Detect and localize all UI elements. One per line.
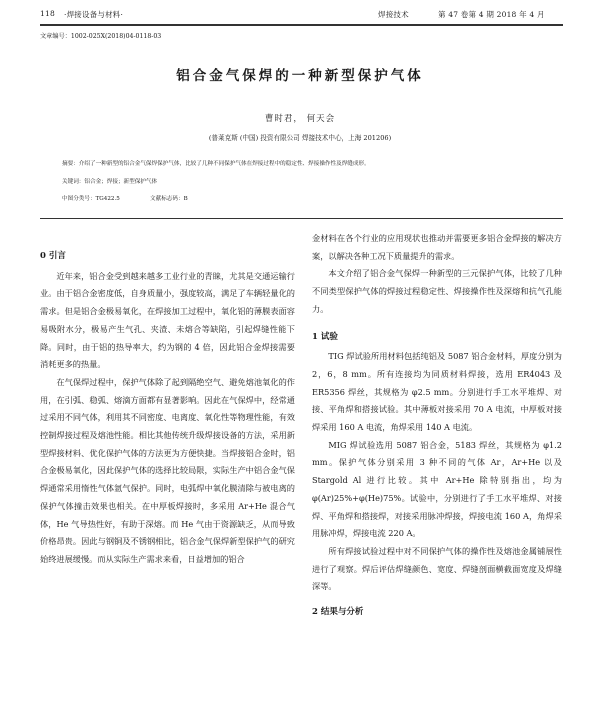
page-number: 118 xyxy=(40,9,55,18)
right-column xyxy=(312,230,562,622)
paragraph: 所有焊接试验过程中对不同保护气体的操作性及熔池金属铺展性进行了观察。焊后评估焊缝颜色、宽度、焊缝剖面横截面宽度及焊缝深等。 xyxy=(312,545,562,592)
abstract-rule xyxy=(40,218,563,219)
left-column xyxy=(40,248,295,569)
affiliation: (普莱克斯 (中国) 投资有限公司 焊接技术中心，上海 201206) xyxy=(208,134,392,142)
paragraph: 本文介绍了铝合金气保焊一种新型的三元保护气体，比较了几种不同类型保护气体的焊接过程稳定性、焊接操作性及深熔和抗气孔能力。 xyxy=(312,268,562,314)
issue-info: 第 47 卷第 4 期 2018 年 4 月 xyxy=(438,10,545,19)
article-number: 文章编号：1002-025X(2018)04-0118-03 xyxy=(40,33,162,40)
section-heading-intro: 0 引言 xyxy=(40,251,66,261)
section-heading-results: 2 结果与分析 xyxy=(312,607,364,618)
header-rule xyxy=(40,24,563,26)
paragraph: 金材料在各个行业的应用现状也推动并需要更多铝合金焊接的解决方案，以解决各种工况下质量提升的需求。 xyxy=(312,233,562,261)
paragraph: MIG 焊试验选用 5087 铝合金，5183 焊丝，其规格为 φ1.2 mm。保护气体分别采用 3 种不同的气体 Ar，Ar+He 以及 Stargold Al 进行比较。其中 Ar+He 除特别指出，均为 φ(Ar)25%+φ(He)75%。试验中，分别进行了手工水平堆焊、对接焊、平角焊和搭接焊，对接采用脉冲焊接，焊接电流 160 A，角焊采用脉冲焊，焊接电流 220 A。 xyxy=(312,439,562,539)
keywords: 关键词：铝合金；焊接；新型保护气体 xyxy=(62,179,158,185)
abstract: 摘要：介绍了一种新型的铝合金气保焊保护气体，比较了几种不同保护气体在焊接过程中的稳定性、焊接操作性及焊缝成形。 xyxy=(62,161,370,167)
journal-section: ·焊接设备与材料· xyxy=(64,10,124,19)
document-code: 文献标志码：B xyxy=(150,196,188,202)
classification-number: 中图分类号：TG422.5 xyxy=(62,196,120,202)
section-heading-experiment: 1 试验 xyxy=(312,331,338,342)
journal-name: 焊接技术 xyxy=(378,10,409,19)
authors: 曹时君， 何天会 xyxy=(264,114,336,124)
paragraph: TIG 焊试验所用材料包括纯铝及 5087 铝合金材料，厚度分别为 2，6，8 mm。所有连接均为同质材料焊接，选用 ER4043 及 ER5356 焊丝，其规格为 φ2.5 mm。分别进行手工水平堆焊、对接、平角焊和搭接试验。其中薄板对接采用 70 A 电流，中厚板对接焊采用 160 A 电流，角焊采用 140 A 电流。 xyxy=(312,351,562,433)
paragraph: 近年来，铝合金受到越来越多工业行业的青睐，尤其是交通运输行业。由于铝合金密度低，自身质量小，强度较高，满足了车辆轻量化的需求。但是铝合金极易氧化，在焊接加工过程中，氧化铝的薄膜表面容易吸附水分，极易产生气孔、夹渣、未熔合等缺陷，引起焊缝性能下降。同时，由于铝的热导率大，约为钢的 4 倍，因此铝合金焊接需要消耗更多的热量。 xyxy=(40,270,295,370)
paragraph: 在气保焊过程中，保护气体除了起到隔绝空气、避免熔池氧化的作用，在引弧、稳弧、熔滴方面都有显著影响。因此在气保焊中，经常通过采用不同气体，利用其不同密度、电离度、氧化性等物理性能，有效控制焊接过程及熔池性能。相比其他传统升级焊接设备的方法，采用新型焊接材料、优化保护气体的方法更为方便快捷。当焊接铝合金时，铝合金极易氧化，因此保护气体的选择比较局限，实际生产中铝合金气保焊通常采用惰性气体氩气保护。同时，电弧焊中氧化膜清除与被电离的保护气体撞击效果也相关。在中厚板焊接时，多采用 Ar+He 混合气体，He 气导热性好，有助于深熔。而 He 气由于资源缺乏，从而导致价格昂贵。因此与钢铜及不锈钢相比，铝合金气保焊新型保护气的研究始终进展缓慢。而从实际生产需求来看，日益增加的铝合 xyxy=(40,376,295,564)
article-title: 铝合金气保焊的一种新型保护气体 xyxy=(176,68,424,84)
